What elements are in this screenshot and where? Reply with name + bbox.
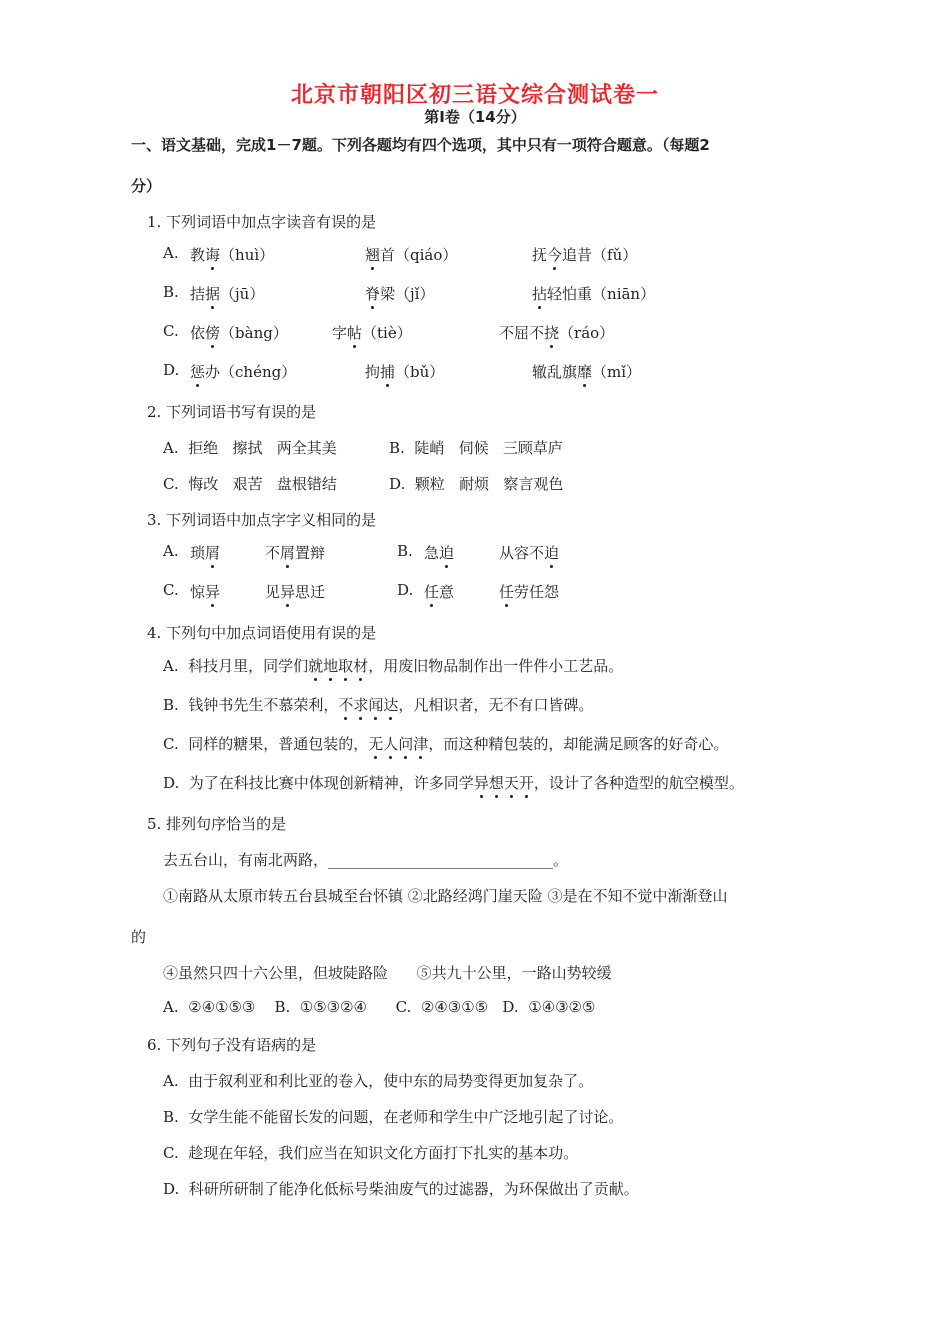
- paper-title: 北京市朝阳区初三语文综合测试卷一: [290, 83, 659, 108]
- q5-stem: 5. 排列句序恰当的是: [147, 815, 287, 833]
- q3-option-d-letter: D.: [397, 581, 414, 599]
- q1-option-c-word2: 字帖（tiè）: [332, 324, 412, 342]
- q1-option-c-letter: C.: [163, 322, 179, 340]
- q1-option-a-word1: 教诲（huì）: [190, 246, 275, 264]
- q3-option-d-word1: 任意: [424, 583, 455, 601]
- q4-option-c: C. 同样的糖果，普通包装的，无人问津，而这种精包装的，却能满足顾客的好奇心。: [163, 735, 729, 753]
- q1-option-c-word3: 不屈不挠（ráo）: [499, 324, 615, 342]
- q1-option-d-word2: 拘捕（bǔ）: [365, 363, 445, 381]
- q6-option-b: B. 女学生能不能留长发的问题，在老师和学生中广泛地引起了讨论。: [163, 1108, 624, 1126]
- part1-heading-cont: 分）: [131, 177, 162, 195]
- q3-option-a-word1: 琐屑: [190, 544, 221, 562]
- q3-option-c-word2: 见异思迁: [265, 583, 326, 601]
- q4-stem: 4. 下列句中加点词语使用有误的是: [147, 624, 377, 642]
- q3-option-b-letter: B.: [397, 542, 413, 560]
- q1-option-d-word3: 辙乱旗靡（mǐ）: [532, 363, 642, 381]
- q1-option-d-letter: D.: [163, 361, 180, 379]
- q3-stem: 3. 下列词语中加点字字义相同的是: [147, 511, 377, 529]
- q2-stem: 2. 下列词语书写有误的是: [147, 403, 317, 421]
- q1-option-b-word2: 脊梁（jǐ）: [365, 285, 435, 303]
- q1-option-c-word1: 依傍（bàng）: [190, 324, 288, 342]
- q3-option-c-word1: 惊异: [190, 583, 221, 601]
- q1-option-a-word2: 翘首（qiáo）: [365, 246, 458, 264]
- q2-option-d: D. 颗粒 耐烦 察言观色: [389, 475, 564, 493]
- q2-option-b: B. 陡峭 伺候 三顾草庐: [389, 439, 563, 457]
- q5-sentences-line1: ①南路从太原市转五台县城至台怀镇 ②北路经鸿门崖天险 ③是在不知不觉中渐渐登山: [163, 887, 728, 905]
- q6-option-c: C. 趁现在年轻，我们应当在知识文化方面打下扎实的基本功。: [163, 1144, 579, 1162]
- q3-option-a-letter: A.: [163, 542, 179, 560]
- q1-stem: 1. 下列词语中加点字读音有误的是: [147, 213, 377, 231]
- q3-option-d-word2: 任劳任怨: [499, 583, 560, 601]
- q4-option-b: B. 钱钟书先生不慕荣利，不求闻达，凡相识者，无不有口皆碑。: [163, 696, 594, 714]
- q1-option-d-word1: 惩办（chéng）: [190, 363, 297, 381]
- q4-option-d: D. 为了在科技比赛中体现创新精神，许多同学异想天开，设计了各种造型的航空模型。: [163, 774, 744, 792]
- q5-sentences-line2: ④虽然只四十六公里，但坡陡路险 ⑤共九十公里，一路山势较缓: [163, 964, 612, 982]
- q3-option-b-word1: 急迫: [424, 544, 455, 562]
- q1-option-a-word3: 抚今追昔（fǔ）: [532, 246, 638, 264]
- q6-stem: 6. 下列句子没有语病的是: [147, 1036, 317, 1054]
- q2-option-c: C. 悔改 艰苦 盘根错结: [163, 475, 337, 493]
- q6-option-a: A. 由于叙利亚和利比亚的卷入，使中东的局势变得更加复杂了。: [163, 1072, 594, 1090]
- q3-option-b-word2: 从容不迫: [499, 544, 560, 562]
- q1-option-a-letter: A.: [163, 244, 179, 262]
- section-label: 第Ⅰ卷（14分）: [424, 108, 526, 126]
- q3-option-c-letter: C.: [163, 581, 179, 599]
- q1-option-b-word3: 拈轻怕重（niān）: [532, 285, 656, 303]
- q3-option-a-word2: 不屑置辩: [265, 544, 326, 562]
- q2-option-a: A. 拒绝 擦拭 两全其美: [163, 439, 337, 457]
- q5-choices: A. ②④①⑤③ B. ①⑤③②④ C. ②④③①⑤ D. ①④③②⑤: [163, 998, 596, 1016]
- q5-sentences-line1-cont: 的: [131, 928, 147, 946]
- q4-option-a: A. 科技月里，同学们就地取材，用废旧物品制作出一件件小工艺品。: [163, 657, 624, 675]
- part1-heading: 一、语文基础，完成1－7题。下列各题均有四个选项，其中只有一项符合题意。（每题2: [131, 136, 710, 154]
- q1-option-b-letter: B.: [163, 283, 179, 301]
- q6-option-d: D. 科研所研制了能净化低标号柴油废气的过滤器，为环保做出了贡献。: [163, 1180, 639, 1198]
- q5-lead: 去五台山，有南北两路，______________________________。: [163, 851, 569, 869]
- q1-option-b-word1: 拮据（jū）: [190, 285, 265, 303]
